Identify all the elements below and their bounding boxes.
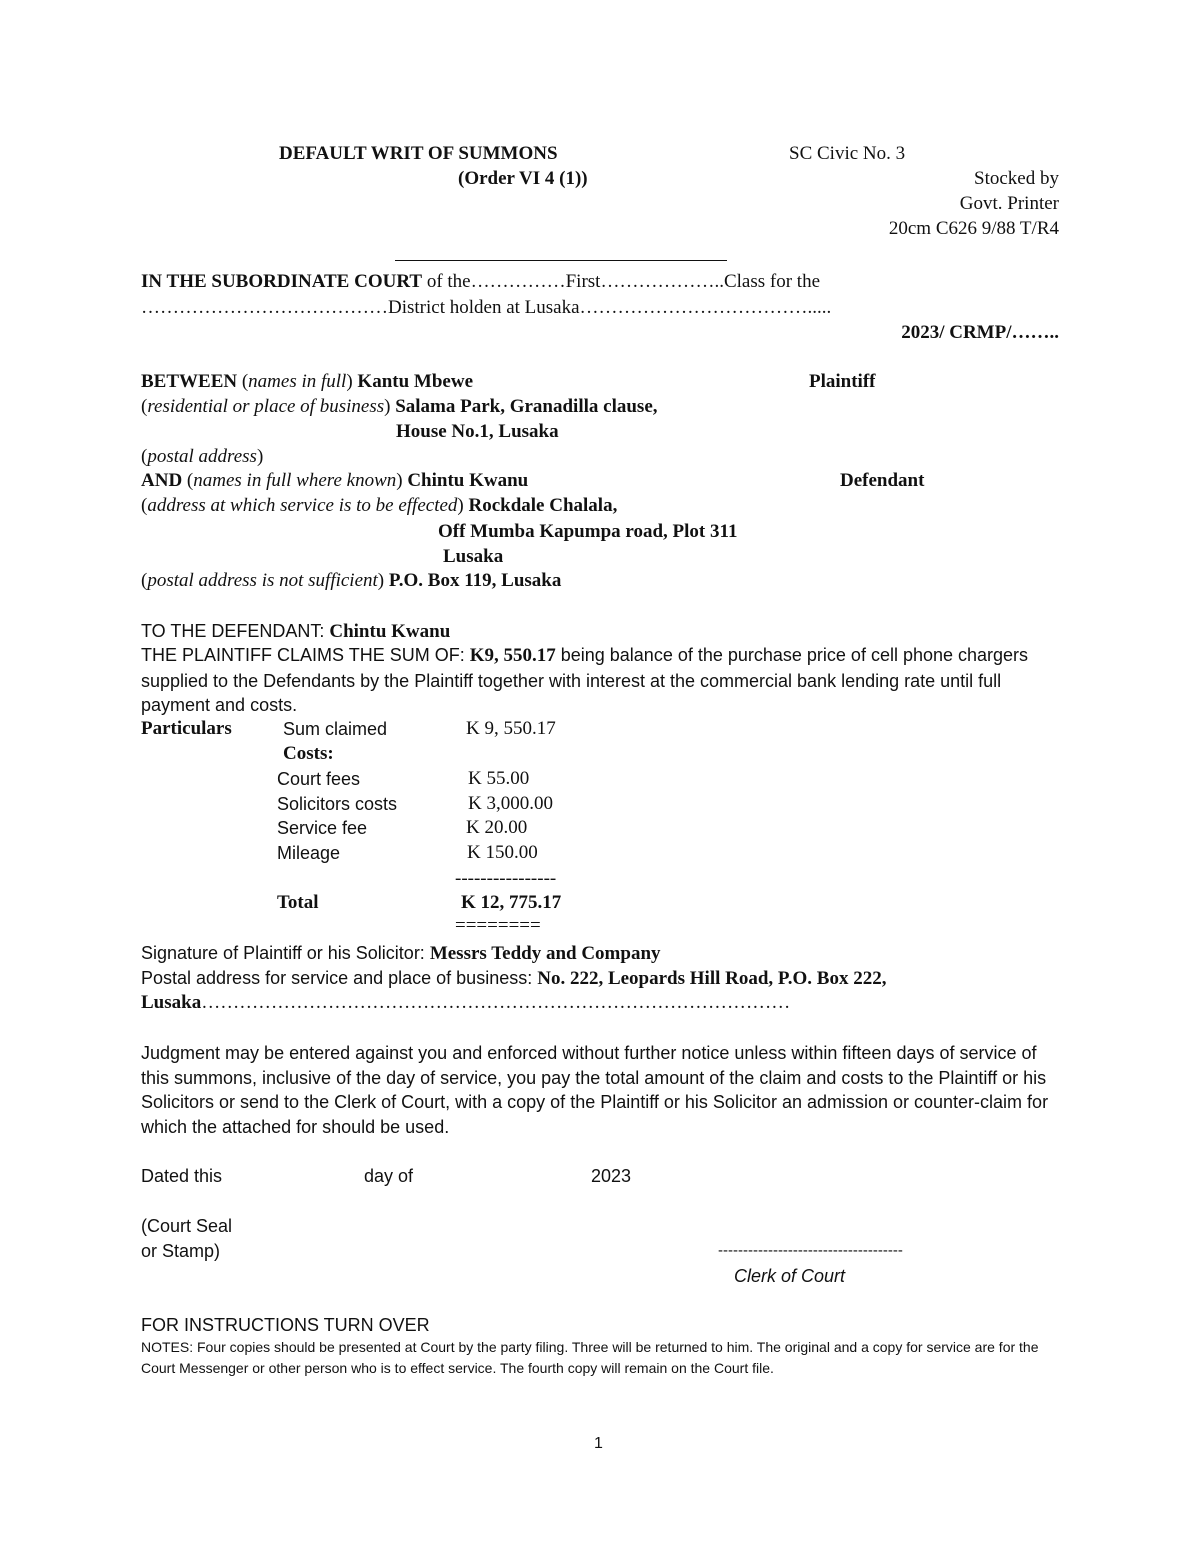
service-fee-value: K 20.00	[466, 817, 528, 838]
mileage-value: K 150.00	[467, 842, 538, 863]
court-of-the: of the	[422, 271, 471, 292]
defendant-role: Defendant	[840, 470, 925, 491]
plaintiff-address-2: House No.1, Lusaka	[396, 421, 559, 442]
postal-address-line-2	[141, 991, 790, 1015]
signature-line	[141, 941, 661, 966]
residence-hint: residential or place of business	[147, 396, 385, 417]
district-dots-1: …………………………………	[141, 297, 388, 318]
defendant-postal-line: (postal address is not sufficient) P.O. Box 119, Lusaka	[141, 570, 562, 591]
postal-address-line	[141, 966, 886, 991]
total-double-line: ========	[455, 915, 541, 936]
dated-year: 2023	[591, 1166, 632, 1186]
signature-name: Messrs Teddy and Company	[429, 943, 661, 964]
clerk-signature-line: -------------------------------------	[718, 1242, 903, 1259]
solicitors-label: Solicitors costs	[277, 794, 398, 814]
postal-insufficient-hint: postal address is not sufficient	[147, 570, 378, 591]
defendant-address-1: Rockdale Chalala,	[468, 495, 618, 516]
plaintiff-line: BETWEEN (names in full) Kantu Mbewe	[141, 371, 473, 392]
header-divider	[395, 260, 727, 261]
postal-hint-line: (postal address)	[141, 446, 264, 467]
case-number: 2023/ CRMP/……..	[901, 322, 1059, 343]
court-dots-1: ……………	[470, 271, 566, 292]
defendant-address-2: Off Mumba Kapumpa road, Plot 311	[438, 521, 738, 542]
defendant-postal: P.O. Box 119, Lusaka	[388, 570, 562, 591]
dated-this: Dated this	[141, 1166, 223, 1186]
service-fee-label: Service fee	[277, 818, 368, 838]
court-seal-label: (Court Seal	[141, 1216, 233, 1236]
plaintiff-name: Kantu Mbewe	[357, 371, 473, 392]
notes-text: NOTES: Four copies should be presented at Court by the party filing. Three will be returned to him. The original and a copy for service are for the Court Messenger or other person who is to effect service. The fourth copy will remain on the Court file.	[141, 1339, 1039, 1376]
signature-label: Signature of Plaintiff or his Solicitor:	[141, 943, 430, 963]
plaintiff-role: Plaintiff	[809, 371, 876, 392]
sum-claimed-label: Sum claimed	[283, 719, 388, 739]
plaintiff-address-1: Salama Park, Granadilla clause,	[395, 396, 658, 417]
claim-paragraph	[141, 643, 1061, 718]
claims-amount: K9, 550.17	[469, 645, 556, 666]
total-value: K 12, 775.17	[461, 892, 562, 913]
and-label: AND	[141, 470, 183, 491]
sum-claimed-value: K 9, 550.17	[466, 718, 556, 739]
defendant-name: Chintu Kwanu	[407, 470, 529, 491]
to-defendant-label: TO THE DEFENDANT:	[141, 621, 330, 641]
postal-address-value-1: No. 222, Leopards Hill Road, P.O. Box 222,	[537, 968, 887, 989]
district-line	[141, 296, 831, 320]
judgment-paragraph: Judgment may be entered against you and enforced without further notice unless within fifteen days of service of this summons, inclusive of the day of service, you pay the total amount of the claim and costs to the Plaintiff or his Solicitors or send to the Clerk of Court, with a copy of the Plaintiff or his Solicitor an admission or counter-claim for which the attached for should be used.	[141, 1043, 1049, 1137]
court-lead: IN THE SUBORDINATE COURT	[141, 271, 423, 292]
court-class-level: First	[565, 271, 601, 292]
to-defendant-name: Chintu Kwanu	[329, 621, 451, 642]
names-known-hint: names in full where known	[193, 470, 397, 491]
service-hint: address at which service is to be effected	[147, 495, 458, 516]
plaintiff-residence-line: (residential or place of business) Salama Park, Granadilla clause,	[141, 396, 658, 417]
total-label: Total	[277, 892, 319, 913]
costs-label: Costs:	[283, 743, 334, 764]
court-fees-value: K 55.00	[468, 768, 530, 789]
document-title: DEFAULT WRIT OF SUMMONS	[279, 143, 558, 164]
printer: Govt. Printer	[959, 193, 1059, 214]
page-number: 1	[594, 1435, 603, 1452]
solicitors-value: K 3,000.00	[468, 793, 553, 814]
day-of: day of	[364, 1166, 414, 1186]
stocked-by: Stocked by	[974, 168, 1059, 189]
postal-address-value-2: Lusaka	[141, 992, 202, 1013]
postal-address-label: Postal address for service and place of business:	[141, 968, 538, 988]
form-number: SC Civic No. 3	[789, 143, 906, 164]
claims-label: THE PLAINTIFF CLAIMS THE SUM OF:	[141, 645, 470, 665]
particulars-label: Particulars	[141, 718, 232, 739]
order-reference: (Order VI 4 (1))	[458, 168, 588, 189]
district-text: District holden at Lusaka	[388, 297, 580, 318]
defendant-address-3: Lusaka	[443, 546, 504, 567]
court-line	[141, 270, 820, 294]
postal-hint: postal address	[147, 446, 257, 467]
mileage-label: Mileage	[277, 843, 341, 863]
court-class-for: Class for the	[723, 271, 821, 292]
defendant-line: AND (names in full where known) Chintu Kwanu	[141, 470, 529, 491]
district-dots-2: ……………………………….....	[579, 297, 832, 318]
postal-address-dots: …………………………………………………………………………………	[201, 992, 791, 1013]
subtotal-dash-line: ----------------	[455, 868, 557, 889]
defendant-service-line: (address at which service is to be effected) Rockdale Chalala,	[141, 495, 618, 516]
claims-text: being balance of the purchase price of cell phone chargers supplied to the Defendants by the Plaintiff together with interest at the commercial bank lending rate until full payment and costs.	[141, 645, 1029, 715]
court-fees-label: Court fees	[277, 769, 361, 789]
court-stamp-label: or Stamp)	[141, 1241, 221, 1261]
between-label: BETWEEN	[141, 371, 238, 392]
print-code: 20cm C626 9/88 T/R4	[888, 218, 1059, 239]
names-hint: names in full	[248, 371, 347, 392]
clerk-of-court: Clerk of Court	[734, 1266, 846, 1286]
to-defendant-line	[141, 619, 450, 644]
court-dots-2: ………………..	[600, 271, 724, 292]
instructions-heading: FOR INSTRUCTIONS TURN OVER	[141, 1315, 430, 1335]
